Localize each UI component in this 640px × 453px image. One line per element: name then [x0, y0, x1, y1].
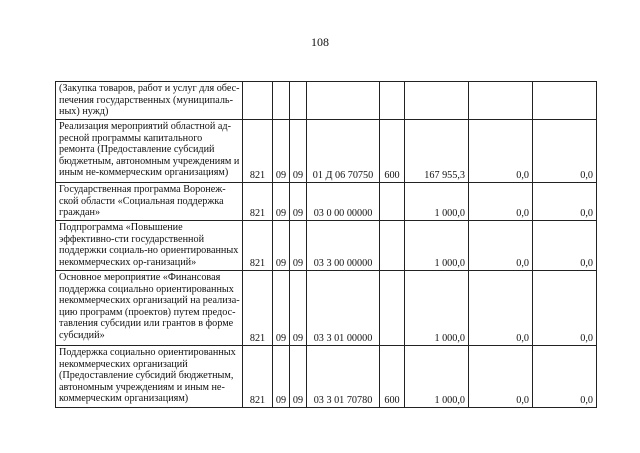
pr-code-cell: 09 [290, 183, 307, 221]
vr-code-cell [380, 183, 405, 221]
sum-cell-2: 0,0 [469, 183, 533, 221]
row-description: Основное мероприятие «Финансовая поддержка социально ориентированных некоммерческих организаций на реализа-цию программ (проектов) путем предос-тавления субсидии или грантов в форме субсидий» [56, 271, 243, 346]
table-row [56, 120, 597, 183]
row-description: Государственная программа Воронеж-ской области «Социальная поддержка граждан» [56, 183, 243, 221]
csr-code-cell: 03 3 00 00000 [307, 221, 380, 271]
sum-cell-2 [469, 82, 533, 120]
pr-code-cell: 09 [290, 271, 307, 346]
gr-code-cell: 821 [243, 120, 273, 183]
csr-code-cell: 03 0 00 00000 [307, 183, 380, 221]
gr-code-cell: 821 [243, 346, 273, 408]
sum-cell-2: 0,0 [469, 346, 533, 408]
pr-code-cell: 09 [290, 221, 307, 271]
gr-code-cell: 821 [243, 271, 273, 346]
rz-code-cell: 09 [273, 346, 290, 408]
sum-cell-2: 0,0 [469, 120, 533, 183]
sum-cell-3: 0,0 [533, 346, 597, 408]
row-description: Реализация мероприятий областной ад-ресной программы капитального ремонта (Предоставление субсидий бюджетным, автономным учреждениям и иным не-коммерческим организациям) [56, 120, 243, 183]
vr-code-cell [380, 82, 405, 120]
sum-cell-2: 0,0 [469, 271, 533, 346]
sum-cell-1: 1 000,0 [405, 271, 469, 346]
row-description: Подпрограмма «Повышение эффективно-сти государственной поддержки социаль-но ориентированных некоммерческих ор-ганизаций» [56, 221, 243, 271]
sum-cell-3: 0,0 [533, 221, 597, 271]
gr-code-cell: 821 [243, 221, 273, 271]
vr-code-cell: 600 [380, 346, 405, 408]
table-row [56, 346, 597, 408]
gr-code-cell: 821 [243, 183, 273, 221]
table-row [56, 82, 597, 120]
table-row [56, 221, 597, 271]
sum-cell-1: 1 000,0 [405, 346, 469, 408]
csr-code-cell: 01 Д 06 70750 [307, 120, 380, 183]
sum-cell-3: 0,0 [533, 120, 597, 183]
row-description: (Закупка товаров, работ и услуг для обес-печения государственных (муниципаль-ных) нужд) [56, 82, 243, 120]
rz-code-cell: 09 [273, 120, 290, 183]
sum-cell-3 [533, 82, 597, 120]
row-description: Поддержка социально ориентированных некоммерческих организаций (Предоставление субсидий бюджетным, автономным учреждениям и иным не-коммерческим организациям) [56, 346, 243, 408]
sum-cell-2: 0,0 [469, 221, 533, 271]
table-row [56, 271, 597, 346]
rz-code-cell [273, 82, 290, 120]
vr-code-cell [380, 221, 405, 271]
page-number: 108 [311, 35, 329, 49]
pr-code-cell: 09 [290, 120, 307, 183]
table-row [56, 183, 597, 221]
sum-cell-3: 0,0 [533, 183, 597, 221]
sum-cell-1 [405, 82, 469, 120]
budget-table [55, 81, 597, 408]
rz-code-cell: 09 [273, 271, 290, 346]
sum-cell-1: 167 955,3 [405, 120, 469, 183]
sum-cell-1: 1 000,0 [405, 221, 469, 271]
rz-code-cell: 09 [273, 221, 290, 271]
vr-code-cell: 600 [380, 120, 405, 183]
pr-code-cell [290, 82, 307, 120]
gr-code-cell [243, 82, 273, 120]
sum-cell-3: 0,0 [533, 271, 597, 346]
pr-code-cell: 09 [290, 346, 307, 408]
sum-cell-1: 1 000,0 [405, 183, 469, 221]
vr-code-cell [380, 271, 405, 346]
rz-code-cell: 09 [273, 183, 290, 221]
csr-code-cell [307, 82, 380, 120]
csr-code-cell: 03 3 01 70780 [307, 346, 380, 408]
csr-code-cell: 03 3 01 00000 [307, 271, 380, 346]
